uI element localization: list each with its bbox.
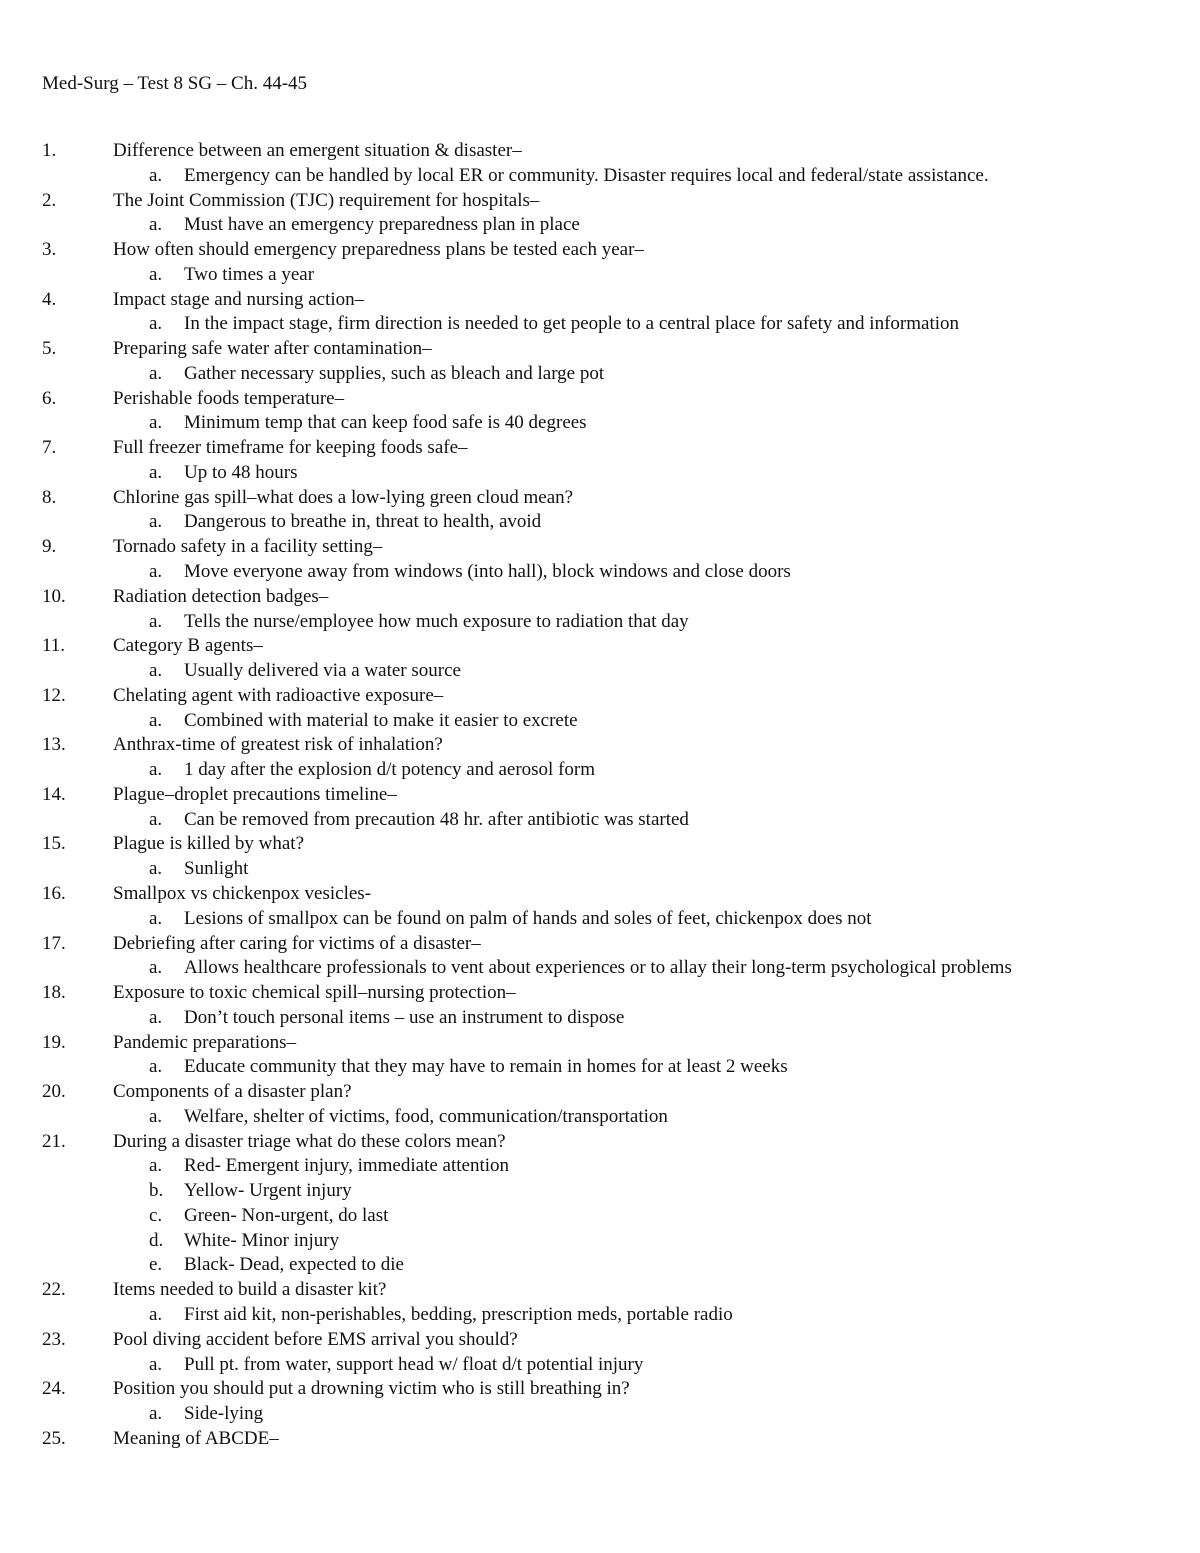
question-number: 11. <box>42 635 66 657</box>
answer-letter: a. <box>149 362 163 384</box>
answer-item <box>0 1105 1200 1130</box>
answer-item <box>0 857 1200 882</box>
question-item <box>0 585 1200 610</box>
answer-letter: a. <box>149 1155 163 1177</box>
answer-item <box>0 808 1200 833</box>
answer-text: Minimum temp that can keep food safe is 40 degrees <box>184 412 587 434</box>
answer-item <box>0 956 1200 981</box>
answer-item <box>0 907 1200 932</box>
question-text: During a disaster triage what do these colors mean? <box>113 1130 506 1152</box>
question-number: 3. <box>42 239 57 261</box>
question-item <box>0 1278 1200 1303</box>
answer-letter: a. <box>149 313 163 335</box>
question-item <box>0 783 1200 808</box>
answer-item <box>0 709 1200 734</box>
answer-letter: d. <box>149 1229 164 1251</box>
question-number: 23. <box>42 1328 66 1350</box>
answer-text: Can be removed from precaution 48 hr. after antibiotic was started <box>184 808 689 830</box>
question-number: 16. <box>42 882 66 904</box>
answer-item <box>0 1154 1200 1179</box>
question-item <box>0 981 1200 1006</box>
question-item <box>0 139 1200 164</box>
question-item <box>0 1377 1200 1402</box>
answer-text: Pull pt. from water, support head w/ float d/t potential injury <box>184 1353 644 1375</box>
question-item <box>0 634 1200 659</box>
answer-item <box>0 610 1200 635</box>
answer-text: Black- Dead, expected to die <box>184 1254 404 1276</box>
answer-letter: a. <box>149 660 163 682</box>
question-item <box>0 1080 1200 1105</box>
answer-letter: a. <box>149 709 163 731</box>
answer-text: First aid kit, non-perishables, bedding, prescription meds, portable radio <box>184 1303 733 1325</box>
question-text: Meaning of ABCDE– <box>113 1427 279 1449</box>
question-text: Smallpox vs chickenpox vesicles- <box>113 882 372 904</box>
answer-text: In the impact stage, firm direction is needed to get people to a central place for safety and information <box>184 313 960 335</box>
answer-letter: a. <box>149 561 163 583</box>
answer-item <box>0 312 1200 337</box>
answer-text: Tells the nurse/employee how much exposure to radiation that day <box>184 610 689 632</box>
answer-item <box>0 1055 1200 1080</box>
question-number: 4. <box>42 288 57 310</box>
answer-text: Allows healthcare professionals to vent about experiences or to allay their long-term psychological problems <box>184 957 1012 979</box>
answer-text: Two times a year <box>184 263 315 285</box>
document-title: Med-Surg – Test 8 SG – Ch. 44-45 <box>42 73 308 94</box>
answer-letter: b. <box>149 1180 164 1202</box>
answer-item <box>0 659 1200 684</box>
question-number: 6. <box>42 387 57 409</box>
answer-letter: e. <box>149 1254 163 1276</box>
answer-letter: a. <box>149 1303 163 1325</box>
question-number: 19. <box>42 1031 66 1053</box>
question-text: Components of a disaster plan? <box>113 1081 352 1103</box>
question-item <box>0 535 1200 560</box>
question-text: Chelating agent with radioactive exposure– <box>113 684 444 706</box>
answer-letter: a. <box>149 858 163 880</box>
answer-letter: a. <box>149 511 163 533</box>
answer-letter: a. <box>149 907 163 929</box>
question-item <box>0 1130 1200 1155</box>
answer-item <box>0 263 1200 288</box>
question-number: 7. <box>42 437 57 459</box>
answer-text: Green- Non-urgent, do last <box>184 1204 389 1226</box>
answer-text: Combined with material to make it easier to excrete <box>184 709 578 731</box>
question-number: 5. <box>42 338 57 360</box>
question-text: Items needed to build a disaster kit? <box>113 1279 387 1301</box>
question-text: Debriefing after caring for victims of a disaster– <box>113 932 481 954</box>
answer-item <box>0 1253 1200 1278</box>
question-item <box>0 288 1200 313</box>
question-text: The Joint Commission (TJC) requirement for hospitals– <box>113 189 540 211</box>
question-text: Impact stage and nursing action– <box>113 288 365 310</box>
question-item <box>0 1328 1200 1353</box>
question-text: Chlorine gas spill–what does a low-lying green cloud mean? <box>113 486 574 508</box>
answer-letter: a. <box>149 1056 163 1078</box>
question-text: Pool diving accident before EMS arrival you should? <box>113 1328 518 1350</box>
answer-item <box>0 1179 1200 1204</box>
question-text: Tornado safety in a facility setting– <box>113 536 383 558</box>
answer-letter: a. <box>149 214 163 236</box>
answer-text: Yellow- Urgent injury <box>184 1180 352 1202</box>
answer-text: Side-lying <box>184 1403 264 1425</box>
question-item <box>0 882 1200 907</box>
answer-text: Sunlight <box>184 858 249 880</box>
answer-text: 1 day after the explosion d/t potency and aerosol form <box>184 759 596 781</box>
answer-letter: a. <box>149 808 163 830</box>
answer-item <box>0 213 1200 238</box>
answer-letter: a. <box>149 759 163 781</box>
answer-text: White- Minor injury <box>184 1229 340 1251</box>
question-text: Exposure to toxic chemical spill–nursing protection– <box>113 982 516 1004</box>
question-item <box>0 932 1200 957</box>
answer-item <box>0 1303 1200 1328</box>
question-text: Category B agents– <box>113 635 263 657</box>
answer-item <box>0 461 1200 486</box>
answer-letter: a. <box>149 1006 163 1028</box>
question-number: 24. <box>42 1378 66 1400</box>
question-number: 25. <box>42 1427 66 1449</box>
answer-text: Welfare, shelter of victims, food, communication/transportation <box>184 1105 668 1127</box>
answer-item <box>0 510 1200 535</box>
question-number: 2. <box>42 189 57 211</box>
question-number: 12. <box>42 684 66 706</box>
answer-letter: a. <box>149 164 163 186</box>
question-text: How often should emergency preparedness plans be tested each year– <box>113 239 644 261</box>
question-number: 8. <box>42 486 57 508</box>
question-list <box>0 139 1200 1452</box>
question-item <box>0 337 1200 362</box>
question-text: Anthrax-time of greatest risk of inhalation? <box>113 734 443 756</box>
answer-item <box>0 362 1200 387</box>
question-text: Full freezer timeframe for keeping foods safe– <box>113 437 468 459</box>
question-item <box>0 238 1200 263</box>
answer-letter: a. <box>149 263 163 285</box>
question-text: Pandemic preparations– <box>113 1031 297 1053</box>
question-number: 18. <box>42 982 66 1004</box>
answer-letter: a. <box>149 461 163 483</box>
question-text: Difference between an emergent situation & disaster– <box>113 140 522 161</box>
question-item <box>0 684 1200 709</box>
answer-text: Dangerous to breathe in, threat to health, avoid <box>184 511 542 533</box>
answer-text: Move everyone away from windows (into hall), block windows and close doors <box>184 561 791 583</box>
question-text: Preparing safe water after contamination– <box>113 338 432 360</box>
question-number: 1. <box>42 140 57 161</box>
question-text: Position you should put a drowning victim who is still breathing in? <box>113 1378 630 1400</box>
question-number: 14. <box>42 783 66 805</box>
answer-text: Usually delivered via a water source <box>184 660 461 682</box>
answer-text: Up to 48 hours <box>184 461 298 483</box>
answer-item <box>0 1353 1200 1378</box>
question-number: 10. <box>42 585 66 607</box>
answer-item <box>0 164 1200 189</box>
answer-text: Red- Emergent injury, immediate attention <box>184 1155 510 1177</box>
answer-text: Don’t touch personal items – use an instrument to dispose <box>184 1006 625 1028</box>
question-number: 9. <box>42 536 57 558</box>
answer-item <box>0 411 1200 436</box>
question-number: 21. <box>42 1130 66 1152</box>
question-item <box>0 1031 1200 1056</box>
answer-item <box>0 1204 1200 1229</box>
answer-item <box>0 1006 1200 1031</box>
answer-letter: a. <box>149 412 163 434</box>
question-number: 20. <box>42 1081 66 1103</box>
answer-text: Emergency can be handled by local ER or community. Disaster requires local and federal/state assistance. <box>184 164 989 186</box>
question-text: Plague is killed by what? <box>113 833 305 855</box>
question-text: Radiation detection badges– <box>113 585 329 607</box>
question-number: 17. <box>42 932 66 954</box>
question-text: Plague–droplet precautions timeline– <box>113 783 397 805</box>
question-text: Perishable foods temperature– <box>113 387 345 409</box>
answer-text: Educate community that they may have to remain in homes for at least 2 weeks <box>184 1056 788 1078</box>
question-number: 22. <box>42 1279 66 1301</box>
question-item <box>0 436 1200 461</box>
answer-letter: c. <box>149 1204 163 1226</box>
answer-letter: a. <box>149 957 163 979</box>
answer-item <box>0 1229 1200 1254</box>
answer-item <box>0 1402 1200 1427</box>
question-item <box>0 486 1200 511</box>
answer-item <box>0 560 1200 585</box>
question-item <box>0 832 1200 857</box>
question-number: 13. <box>42 734 66 756</box>
question-number: 15. <box>42 833 66 855</box>
answer-letter: a. <box>149 1353 163 1375</box>
answer-letter: a. <box>149 610 163 632</box>
answer-item <box>0 758 1200 783</box>
answer-text: Lesions of smallpox can be found on palm of hands and soles of feet, chickenpox does not <box>184 907 872 929</box>
question-item <box>0 387 1200 412</box>
question-item <box>0 1427 1200 1452</box>
answer-letter: a. <box>149 1105 163 1127</box>
question-item <box>0 189 1200 214</box>
answer-text: Gather necessary supplies, such as bleach and large pot <box>184 362 605 384</box>
answer-text: Must have an emergency preparedness plan in place <box>184 214 580 236</box>
answer-letter: a. <box>149 1403 163 1425</box>
question-item <box>0 733 1200 758</box>
